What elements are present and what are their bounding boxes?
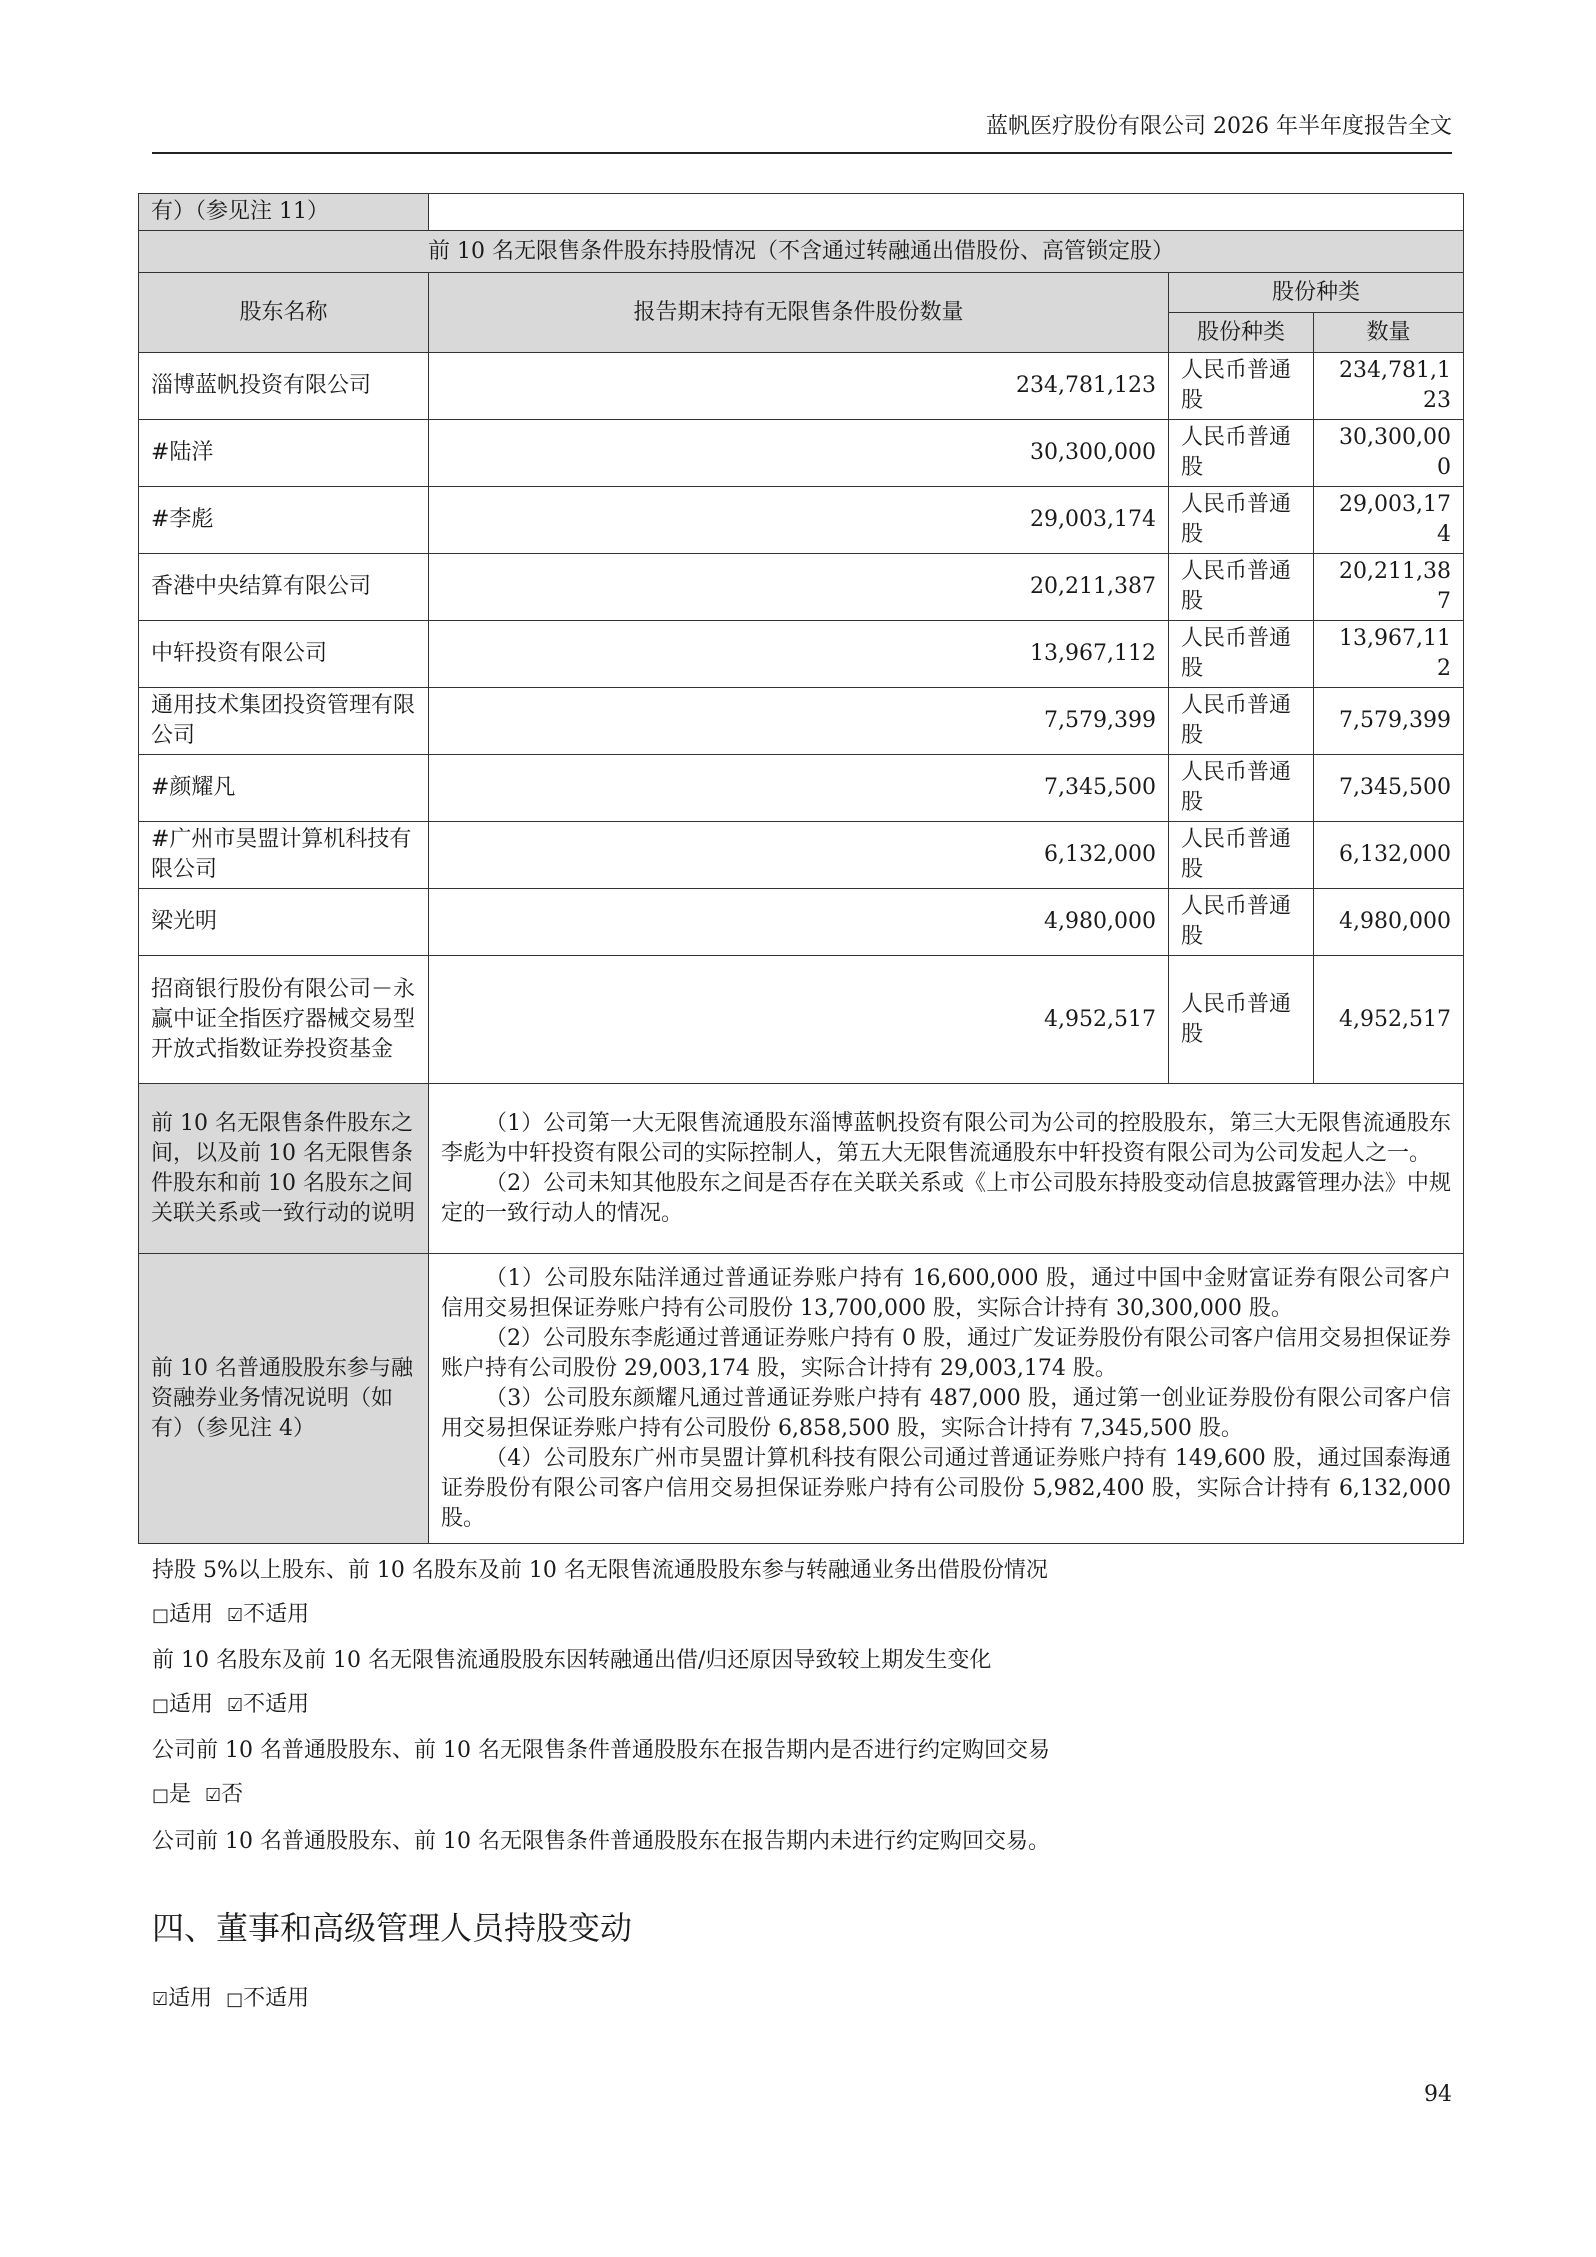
table-section-title: 前 10 名无限售条件股东持股情况（不含通过转融通出借股份、高管锁定股） xyxy=(139,231,1464,273)
share-type: 人民币普通股 xyxy=(1169,353,1314,420)
share-count: 7,345,500 xyxy=(1314,755,1464,822)
holder-quantity: 7,579,399 xyxy=(429,688,1169,755)
relation-row xyxy=(139,1084,1464,1254)
repurchase-options xyxy=(152,1780,1452,1811)
holder-name: #李彪 xyxy=(139,487,429,554)
header-row xyxy=(139,273,1464,313)
holder-quantity: 6,132,000 xyxy=(429,822,1169,889)
table-row xyxy=(139,956,1464,1084)
checked-box-icon: ☑ xyxy=(152,1989,169,2010)
option-applicable: 适用 xyxy=(168,1986,213,2011)
col-header-share-class: 股份种类 xyxy=(1169,273,1464,313)
margin-trading-paragraph: （1）公司股东陆洋通过普通证券账户持有 16,600,000 股，通过中国中金财富证券有限公司客户信用交易担保证券账户持有公司股份 13,700,000 股，实际合计持有 30,300,000 股。 xyxy=(441,1265,1452,1321)
lending-change-text: 前 10 名股东及前 10 名无限售流通股股东因转融通出借/归还原因导致较上期发生变化 xyxy=(152,1648,992,1673)
holder-quantity: 234,781,123 xyxy=(429,353,1169,420)
share-count: 4,952,517 xyxy=(1314,956,1464,1084)
share-count: 13,967,112 xyxy=(1314,621,1464,688)
holder-quantity: 7,345,500 xyxy=(429,755,1169,822)
header-divider xyxy=(152,152,1452,154)
holder-quantity: 13,967,112 xyxy=(429,621,1169,688)
checked-box-icon: ☑ xyxy=(227,1695,244,1716)
unchecked-box-icon: □ xyxy=(152,1695,170,1716)
holder-quantity: 20,211,387 xyxy=(429,554,1169,621)
continuation-cell: 有）（参见注 11） xyxy=(139,194,429,231)
table-row xyxy=(139,420,1464,487)
share-count: 6,132,000 xyxy=(1314,822,1464,889)
share-type: 人民币普通股 xyxy=(1169,487,1314,554)
col-header-quantity: 报告期末持有无限售条件股份数量 xyxy=(429,273,1169,353)
relation-label: 前 10 名无限售条件股东之间，以及前 10 名无限售条件股东和前 10 名股东之间关联关系或一致行动的说明 xyxy=(139,1084,429,1254)
report-header: 蓝帆医疗股份有限公司 2026 年半年度报告全文 xyxy=(986,114,1452,139)
share-count: 4,980,000 xyxy=(1314,889,1464,956)
continuation-empty-cell xyxy=(429,194,1464,231)
table-row xyxy=(139,554,1464,621)
unchecked-box-icon: □ xyxy=(226,1989,244,2010)
lending-disclosure-text: 持股 5%以上股东、前 10 名股东及前 10 名无限售流通股股东参与转融通业务出借股份情况 xyxy=(152,1558,1048,1583)
holder-quantity: 4,952,517 xyxy=(429,956,1169,1084)
checked-box-icon: ☑ xyxy=(227,1605,244,1626)
page-number: 94 xyxy=(1424,2082,1452,2107)
share-type: 人民币普通股 xyxy=(1169,889,1314,956)
checked-box-icon: ☑ xyxy=(205,1785,222,1806)
holder-quantity: 30,300,000 xyxy=(429,420,1169,487)
holder-name: 招商银行股份有限公司－永赢中证全指医疗器械交易型开放式指数证券投资基金 xyxy=(139,956,429,1084)
table-row xyxy=(139,621,1464,688)
holder-name: 通用技术集团投资管理有限公司 xyxy=(139,688,429,755)
lending-change-options xyxy=(152,1690,1452,1721)
option-not-applicable: 不适用 xyxy=(243,1602,310,1627)
option-applicable: 适用 xyxy=(169,1692,214,1717)
margin-trading-label: 前 10 名普通股股东参与融资融券业务情况说明（如有）（参见注 4） xyxy=(139,1254,429,1544)
share-type: 人民币普通股 xyxy=(1169,755,1314,822)
holder-quantity: 29,003,174 xyxy=(429,487,1169,554)
continuation-row xyxy=(139,194,1464,231)
share-type: 人民币普通股 xyxy=(1169,420,1314,487)
relation-paragraph: （2）公司未知其他股东之间是否存在关联关系或《上市公司股东持股变动信息披露管理办法》中规定的一致行动人的情况。 xyxy=(441,1170,1452,1226)
share-type: 人民币普通股 xyxy=(1169,621,1314,688)
section-4-options xyxy=(152,1984,1452,2015)
holder-name: #广州市昊盟计算机科技有限公司 xyxy=(139,822,429,889)
share-type: 人民币普通股 xyxy=(1169,554,1314,621)
option-not-applicable: 不适用 xyxy=(243,1986,310,2011)
top10-unrestricted-holders-table xyxy=(138,193,1464,1544)
col-header-class-quantity: 数量 xyxy=(1314,313,1464,353)
option-yes: 是 xyxy=(169,1782,192,1807)
table-row xyxy=(139,487,1464,554)
holder-name: #陆洋 xyxy=(139,420,429,487)
share-count: 20,211,387 xyxy=(1314,554,1464,621)
holder-name: 中轩投资有限公司 xyxy=(139,621,429,688)
share-count: 29,003,174 xyxy=(1314,487,1464,554)
margin-trading-paragraph: （4）公司股东广州市昊盟计算机科技有限公司通过普通证券账户持有 149,600 股，通过国泰海通证券股份有限公司客户信用交易担保证券账户持有公司股份 5,982,400 股，实际合计持有 6,132,000 股。 xyxy=(441,1445,1452,1531)
holder-quantity: 4,980,000 xyxy=(429,889,1169,956)
share-type: 人民币普通股 xyxy=(1169,688,1314,755)
option-not-applicable: 不适用 xyxy=(243,1692,310,1717)
share-count: 7,579,399 xyxy=(1314,688,1464,755)
margin-trading-paragraph: （2）公司股东李彪通过普通证券账户持有 0 股，通过广发证券股份有限公司客户信用交易担保证券账户持有公司股份 29,003,174 股，实际合计持有 29,003,174 股。 xyxy=(441,1325,1452,1381)
table-row xyxy=(139,353,1464,420)
table-row xyxy=(139,688,1464,755)
relation-paragraph: （1）公司第一大无限售流通股东淄博蓝帆投资有限公司为公司的控股股东，第三大无限售流通股东李彪为中轩投资有限公司的实际控制人，第五大无限售流通股东中轩投资有限公司为公司发起人之一。 xyxy=(441,1110,1452,1166)
lending-disclosure-options xyxy=(152,1600,1452,1631)
section-4-title: 四、董事和高级管理人员持股变动 xyxy=(152,1909,633,1947)
share-count: 234,781,123 xyxy=(1314,353,1464,420)
margin-trading-paragraph: （3）公司股东颜耀凡通过普通证券账户持有 487,000 股，通过第一创业证券股份有限公司客户信用交易担保证券账户持有公司股份 6,858,500 股，实际合计持有 7,345,500 股。 xyxy=(441,1385,1452,1441)
col-header-holder-name: 股东名称 xyxy=(139,273,429,353)
holder-name: #颜耀凡 xyxy=(139,755,429,822)
table-row xyxy=(139,822,1464,889)
table-row xyxy=(139,755,1464,822)
holder-name: 香港中央结算有限公司 xyxy=(139,554,429,621)
table-section-title-row xyxy=(139,231,1464,273)
holder-name: 梁光明 xyxy=(139,889,429,956)
relation-note xyxy=(429,1084,1464,1254)
holder-name: 淄博蓝帆投资有限公司 xyxy=(139,353,429,420)
share-type: 人民币普通股 xyxy=(1169,956,1314,1084)
option-no: 否 xyxy=(221,1782,244,1807)
unchecked-box-icon: □ xyxy=(152,1785,170,1806)
unchecked-box-icon: □ xyxy=(152,1605,170,1626)
margin-trading-note xyxy=(429,1254,1464,1544)
col-header-class-type: 股份种类 xyxy=(1169,313,1314,353)
table-row xyxy=(139,889,1464,956)
share-type: 人民币普通股 xyxy=(1169,822,1314,889)
repurchase-statement: 公司前 10 名普通股股东、前 10 名无限售条件普通股股东在报告期内未进行约定购回交易。 xyxy=(152,1829,1050,1854)
share-count: 30,300,000 xyxy=(1314,420,1464,487)
option-applicable: 适用 xyxy=(169,1602,214,1627)
repurchase-question-text: 公司前 10 名普通股股东、前 10 名无限售条件普通股股东在报告期内是否进行约定购回交易 xyxy=(152,1738,1050,1763)
margin-trading-row xyxy=(139,1254,1464,1544)
